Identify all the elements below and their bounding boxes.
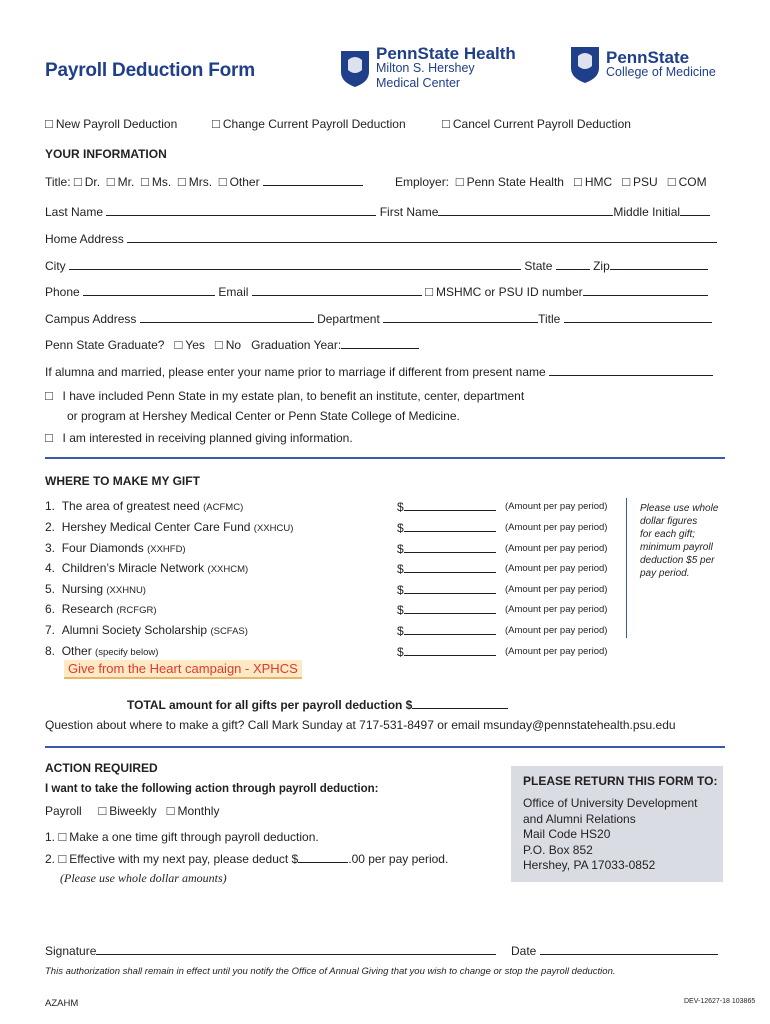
amount-note-8: (Amount per pay period) <box>505 646 608 657</box>
name-row: Last Name First Name Middle Initial <box>45 204 710 219</box>
alumna-row: If alumna and married, please enter your name prior to marriage if different from present name <box>45 364 713 379</box>
employer-hmc-checkbox[interactable]: □ HMC <box>574 175 612 189</box>
campus-row: Campus Address Department Title <box>45 311 712 326</box>
last-name-field[interactable] <box>106 204 376 216</box>
gift-amount-field-2[interactable]: $ <box>397 520 496 535</box>
payroll-frequency-row: Payroll □ Biweekly □ Monthly <box>45 803 219 818</box>
gift-item-7: 7. Alumni Society Scholarship (SCFAS) <box>45 623 248 637</box>
employer-psu-checkbox[interactable]: □ PSU <box>622 175 658 189</box>
graduate-no-checkbox[interactable]: □ No <box>215 338 241 352</box>
gift-item-4: 4. Children’s Miracle Network (XXHCM) <box>45 561 249 575</box>
title-other-checkbox[interactable]: □ Other <box>219 175 260 189</box>
gift-item-3: 3. Four Diamonds (XXHFD) <box>45 541 186 555</box>
title-other-field[interactable] <box>263 174 363 186</box>
one-time-gift-checkbox[interactable]: □ Make a one time gift through payroll deduction. <box>58 830 318 844</box>
gift-amount-field-4[interactable]: $ <box>397 561 496 576</box>
graduation-year-field[interactable] <box>341 337 419 349</box>
your-information-heading: YOUR INFORMATION <box>45 147 167 161</box>
logo-right-line2: College of Medicine <box>606 65 716 79</box>
recurring-amount-field[interactable] <box>298 851 348 863</box>
logo-left-line3: Medical Center <box>376 76 461 90</box>
amount-note-6: (Amount per pay period) <box>505 604 608 615</box>
title-ms-checkbox[interactable]: □ Ms. <box>141 175 171 189</box>
amount-note-1: (Amount per pay period) <box>505 501 608 512</box>
biweekly-checkbox[interactable]: □ Biweekly <box>98 804 156 818</box>
amount-note-3: (Amount per pay period) <box>505 543 608 554</box>
maiden-name-field[interactable] <box>549 364 713 376</box>
logo-right-line1: PennState <box>606 48 690 67</box>
cancel-deduction-checkbox[interactable]: □ Cancel Current Payroll Deduction <box>442 116 631 131</box>
title-mrs-checkbox[interactable]: □ Mrs. <box>178 175 212 189</box>
middle-initial-field[interactable] <box>680 204 710 216</box>
graduate-yes-checkbox[interactable]: □ Yes <box>174 338 204 352</box>
home-address-row: Home Address <box>45 231 717 246</box>
logo-left-line1: PennState Health <box>376 44 516 63</box>
return-heading: PLEASE RETURN THIS FORM TO: <box>523 774 718 788</box>
gift-amount-field-7[interactable]: $ <box>397 623 496 638</box>
amount-note-2: (Amount per pay period) <box>505 522 608 533</box>
nittany-lion-shield-icon <box>570 46 600 84</box>
one-time-gift-row: 1. □ Make a one time gift through payroll deduction. <box>45 829 319 844</box>
recurring-gift-row: 2. □ Effective with my next pay, please deduct $ .00 per pay period. <box>45 851 448 866</box>
action-required-heading: ACTION REQUIRED <box>45 761 158 775</box>
monthly-checkbox[interactable]: □ Monthly <box>167 804 220 818</box>
gift-item-2: 2. Hershey Medical Center Care Fund (XXHCU) <box>45 520 294 534</box>
recurring-gift-checkbox[interactable]: □ Effective with my next pay, please deduct $ <box>58 852 298 866</box>
zip-field[interactable] <box>610 258 708 270</box>
date-field[interactable] <box>540 943 718 955</box>
authorization-note: This authorization shall remain in effect until you notify the Office of Annual Giving that you wish to change or stop the payroll deduction. <box>45 966 616 977</box>
logo-left-line2: Milton S. Hershey <box>376 61 475 75</box>
signature-field[interactable] <box>96 943 496 955</box>
title-dr-checkbox[interactable]: □ Dr. <box>74 175 100 189</box>
change-deduction-checkbox[interactable]: □ Change Current Payroll Deduction <box>212 116 406 131</box>
gift-amount-field-1[interactable]: $ <box>397 499 496 514</box>
return-address-box <box>511 766 723 882</box>
date-row: Date <box>511 943 718 958</box>
page-title: Payroll Deduction Form <box>45 60 255 81</box>
estate-plan-checkbox[interactable]: □ I have included Penn State in my estate plan, to benefit an institute, center, department <box>45 388 524 403</box>
gift-item-6: 6. Research (RCFGR) <box>45 602 157 616</box>
side-note-divider <box>626 498 627 638</box>
action-intro: I want to take the following action through payroll deduction: <box>45 783 379 795</box>
total-row: TOTAL amount for all gifts per payroll deduction $ <box>127 697 508 712</box>
form-code-left: AZAHM <box>45 998 79 1009</box>
new-deduction-checkbox[interactable]: □ New Payroll Deduction <box>45 116 177 131</box>
employer-com-checkbox[interactable]: □ COM <box>668 175 707 189</box>
whole-dollar-note: (Please use whole dollar amounts) <box>60 871 227 885</box>
nittany-lion-shield-icon <box>340 50 370 88</box>
other-gift-value[interactable]: Give from the Heart campaign - XPHCS <box>64 660 302 679</box>
title-row: Title: □ Dr. □ Mr. □ Ms. □ Mrs. □ Other <box>45 174 363 189</box>
gift-amount-field-3[interactable]: $ <box>397 541 496 556</box>
title-mr-checkbox[interactable]: □ Mr. <box>107 175 135 189</box>
state-field[interactable] <box>556 258 590 270</box>
first-name-field[interactable] <box>438 204 613 216</box>
planned-giving-checkbox[interactable]: □ I am interested in receiving planned giving information. <box>45 430 353 445</box>
gift-amount-field-8[interactable]: $ <box>397 644 496 659</box>
id-number-checkbox[interactable]: □ MSHMC or PSU ID number <box>425 285 583 299</box>
id-number-field[interactable] <box>583 284 708 296</box>
gift-item-8: 8. Other (specify below) <box>45 644 159 658</box>
amount-note-5: (Amount per pay period) <box>505 584 608 595</box>
amount-note-4: (Amount per pay period) <box>505 563 608 574</box>
employer-row: Employer: □ Penn State Health □ HMC □ PSU □ COM <box>395 174 707 189</box>
gift-item-1: 1. The area of greatest need (ACFMC) <box>45 499 244 513</box>
phone-row: Phone Email □ MSHMC or PSU ID number <box>45 284 708 299</box>
form-code-right: DEV-12627-18 103865 <box>684 998 756 1005</box>
email-field[interactable] <box>252 284 422 296</box>
section-divider <box>45 457 725 459</box>
employer-psh-checkbox[interactable]: □ Penn State Health <box>456 175 564 189</box>
estate-plan-text-2: or program at Hershey Medical Center or Penn State College of Medicine. <box>67 409 460 423</box>
city-field[interactable] <box>69 258 521 270</box>
campus-address-field[interactable] <box>140 311 314 323</box>
gift-amount-field-6[interactable]: $ <box>397 602 496 617</box>
phone-field[interactable] <box>83 284 215 296</box>
title-field[interactable] <box>564 311 712 323</box>
amount-note-7: (Amount per pay period) <box>505 625 608 636</box>
side-note: Please use whole dollar figures for each gift; minimum payroll deduction $5 per pay period. <box>640 503 719 579</box>
gift-amount-field-5[interactable]: $ <box>397 582 496 597</box>
where-to-give-heading: WHERE TO MAKE MY GIFT <box>45 474 200 488</box>
return-address: Office of University Development and Alumni Relations Mail Code HS20 P.O. Box 852 Hershey, PA 17033-0852 <box>523 796 698 872</box>
penn-state-com-logo <box>570 46 716 84</box>
gift-item-5: 5. Nursing (XXHNU) <box>45 582 146 596</box>
department-field[interactable] <box>383 311 538 323</box>
total-amount-field[interactable] <box>412 697 508 709</box>
penn-state-health-logo <box>340 46 516 91</box>
signature-row: Signature <box>45 943 496 958</box>
city-row: City State Zip <box>45 258 708 273</box>
question-text: Question about where to make a gift? Call Mark Sunday at 717-531-8497 or email msunday@pennstatehealth.psu.edu <box>45 718 676 732</box>
graduate-row: Penn State Graduate? □ Yes □ No Graduation Year: <box>45 337 419 352</box>
home-address-field[interactable] <box>127 231 717 243</box>
section-divider <box>45 746 725 748</box>
